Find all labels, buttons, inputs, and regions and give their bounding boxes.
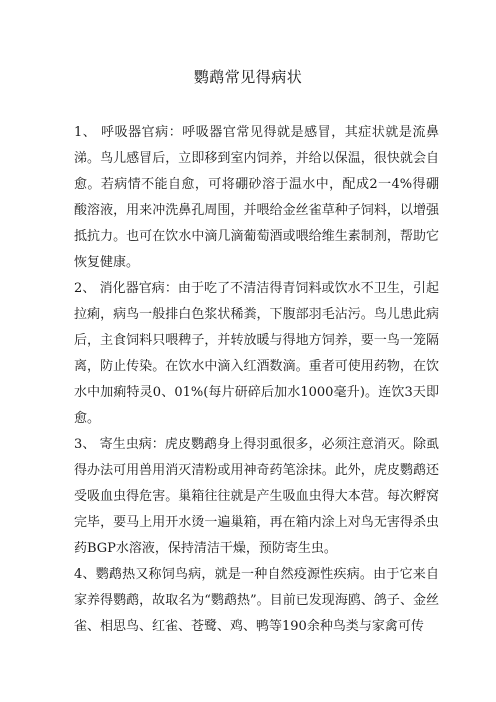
document-title: 鹦鹉常见得病状: [193, 68, 303, 86]
paragraph-digestive: 2、 消化器官病：由于吃了不清洁得青饲料或饮水不卫生，引起拉痢，病鸟一般排白色浆状稀粪，下腹部羽毛沾污。鸟儿患此病后，主食饲料只喂稗子，并转放暖与得地方饲养，要一鸟一笼隔离，防止传染。在饮水中滴入红酒数滴。重者可使用药物，在饮水中加痢特灵0、01%(每片研碎后加水1000毫升)。连饮3天即愈。: [74, 281, 439, 426]
paragraph-parasite: 3、 寄生虫病：虎皮鹦鹉身上得羽虱很多，必须注意消灭。除虱得办法可用兽用消灭清粉或用神奇药笔涂抹。此外，虎皮鹦鹉还受吸血虫得危害。巢箱往往就是产生吸血虫得大本营。每次孵窝完毕，要马上用开水烫一遍巢箱，再在箱内涂上对鸟无害得杀虫药BGP水溶液，保持清洁干燥，预防寄生虫。: [74, 437, 439, 556]
document-body: [74, 120, 439, 640]
paragraph-respiratory: 1、 呼吸器官病：呼吸器官常见得就是感冒，其症状就是流鼻涕。鸟儿感冒后，立即移到室内饲养，并给以保温，很快就会自愈。若病情不能自愈，可将硼砂溶于温水中，配成2一4%得硼酸溶液，用来冲洗鼻孔周围，并喂给金丝雀草种子饲料，以增强抵抗力。也可在饮水中滴几滴葡萄酒或喂给维生素制剂，帮助它恢复健康。: [74, 125, 439, 270]
paragraph-psittacosis: 4、鹦鹉热又称饲鸟病，就是一种自然疫源性疾病。由于它来自家养得鹦鹉，故取名为“鹦鹉热”。目前已发现海鸥、鸽子、金丝雀、相思鸟、红雀、苍鹭、鸡、鸭等190余种鸟类与家禽可传: [74, 567, 439, 634]
